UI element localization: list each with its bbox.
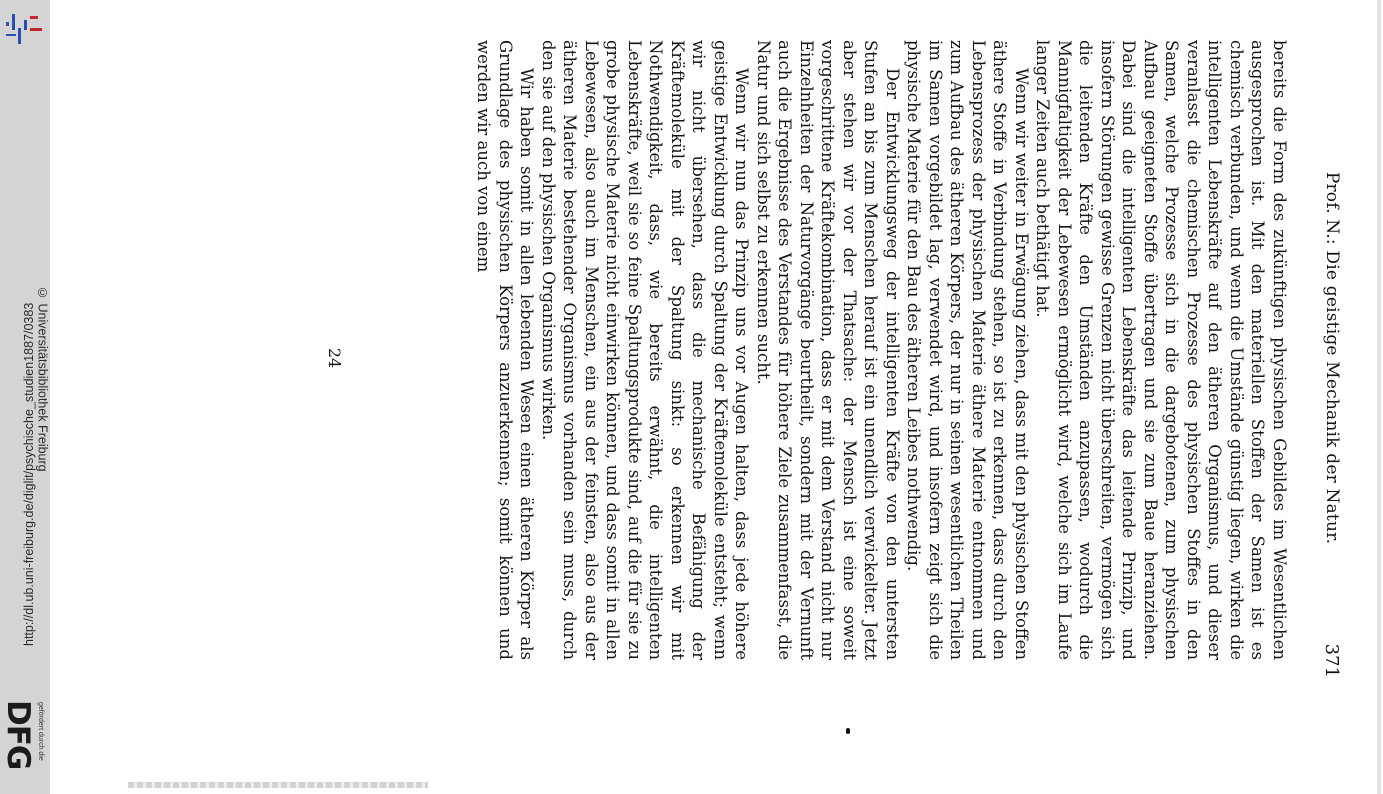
- scan-speck: [846, 728, 850, 734]
- page-edge: [1377, 0, 1381, 794]
- paragraph: Der Entwicklungsweg der intelligenten Kräfte von den untersten Stufen an bis zum Menschen herauf ist ein unendlich verwickelter. Jetzt aber stehen wir vor der Thatsache: der Mensch ist eine soweit vorgeschrittene Kräftekombination, dass er mit dem Verstand nicht nur Einzelnheiten der Naturvorgänge beurtheilt, sondern mit der Vernunft auch die Ergebnisse des Verstandes für höhere Ziele zusammenfasst, die Natur und sich selbst zu erkennen sucht.: [754, 40, 902, 660]
- signature-mark: 24: [325, 347, 344, 369]
- paragraph: bereits die Form des zukünftigen physischen Gebildes im Wesentlichen ausgesprochen ist. Mit den materiellen Stoffen der Samen ist es chemisch verbunden, und wenn die Umstände günstig liegen, wirken die intelligenten Lebenskräfte auf den ätheren Organismus, und dieser veranlasst die chemischen Prozesse des physischen Stoffes in den Samen, welche Prozesse sich in die dargebotenen, zum physischen Aufbau geeigneten Stoffe übertragen und sie zum Baue heranziehen. Dabei sind die intelligenten Lebenskräfte das leitende Prinzip, und insofern Störungen gewisse Grenzen nicht überschreiten, vermögen sich die leitenden Kräfte den Umständen anzupassen, wodurch die Mannigfaltigkeit der Lebewesen ermöglicht wird, welche sich im Laufe langer Zeiten auch bethätigt hat.: [1033, 40, 1289, 660]
- paragraph: Wir haben somit in allen lebenden Wesen einen ätheren Körper als Grundlage des physischen Körpers anzuerkennen; somit können und werden wir auch von einem: [474, 40, 537, 660]
- body-text: [473, 40, 1290, 660]
- running-title: Prof. N.: Die geistige Mechanik der Natur.: [1322, 171, 1342, 545]
- paragraph: Wenn wir nun das Prinzip uns vor Augen halten, dass jede höhere geistige Entwicklung durch Spaltung der Kräftemoleküle entsteht; wenn wir nicht übersehen, dass die mechanische Befähigung der Kräftemoleküle mit der Spaltung sinkt: so erkennen wir mit Nothwendigkeit, dass, wie bereits erwähnt, die intelligenten Lebenskräfte, weil sie so feine Spaltungsprodukte sind, auf die für sie zu grobe physische Materie nicht einwirken können, und dass somit in allen Lebewesen, also auch im Menschen, ein aus der feinsten, also aus der ätheren Materie bestehender Organismus vorhanden sein muss, durch den sie auf den physischen Organismus wirken.: [539, 40, 752, 660]
- funding-note: gefördert durch die: [37, 702, 44, 761]
- copyright-notice: © Universitätsbibliothek Freiburg: [35, 286, 50, 472]
- rotated-page-wrapper: [230, 30, 1360, 690]
- bleed-through-line: [128, 782, 428, 788]
- permalink-url[interactable]: http://dl.ub.uni-freiburg.de/diglit/psychische_studien1887/0383: [22, 302, 36, 646]
- scanned-page: [50, 0, 1383, 794]
- page-number: 371: [1321, 643, 1342, 678]
- ub-freiburg-logo-icon: [2, 8, 46, 52]
- rotated-page-content: [230, 30, 1360, 680]
- paragraph: Wenn wir weiter in Erwägung ziehen, dass mit den physischen Stoffen äthere Stoffe in Verbindung stehen, so ist zu erkennen, dass durch den Lebensprozess der physischen Materie äthere Materie entnommen und zum Aufbau des ätheren Körpers, der nur in seinen wesentlichen Theilen im Samen vorgebildet lag, verwendet wird, und insofern zeigt sich die physische Materie für den Bau des ätheren Leibes nothwendig.: [904, 40, 1031, 660]
- page-header: [1318, 38, 1342, 678]
- sidebar: [0, 0, 50, 794]
- dfg-logo: DFG: [0, 700, 36, 770]
